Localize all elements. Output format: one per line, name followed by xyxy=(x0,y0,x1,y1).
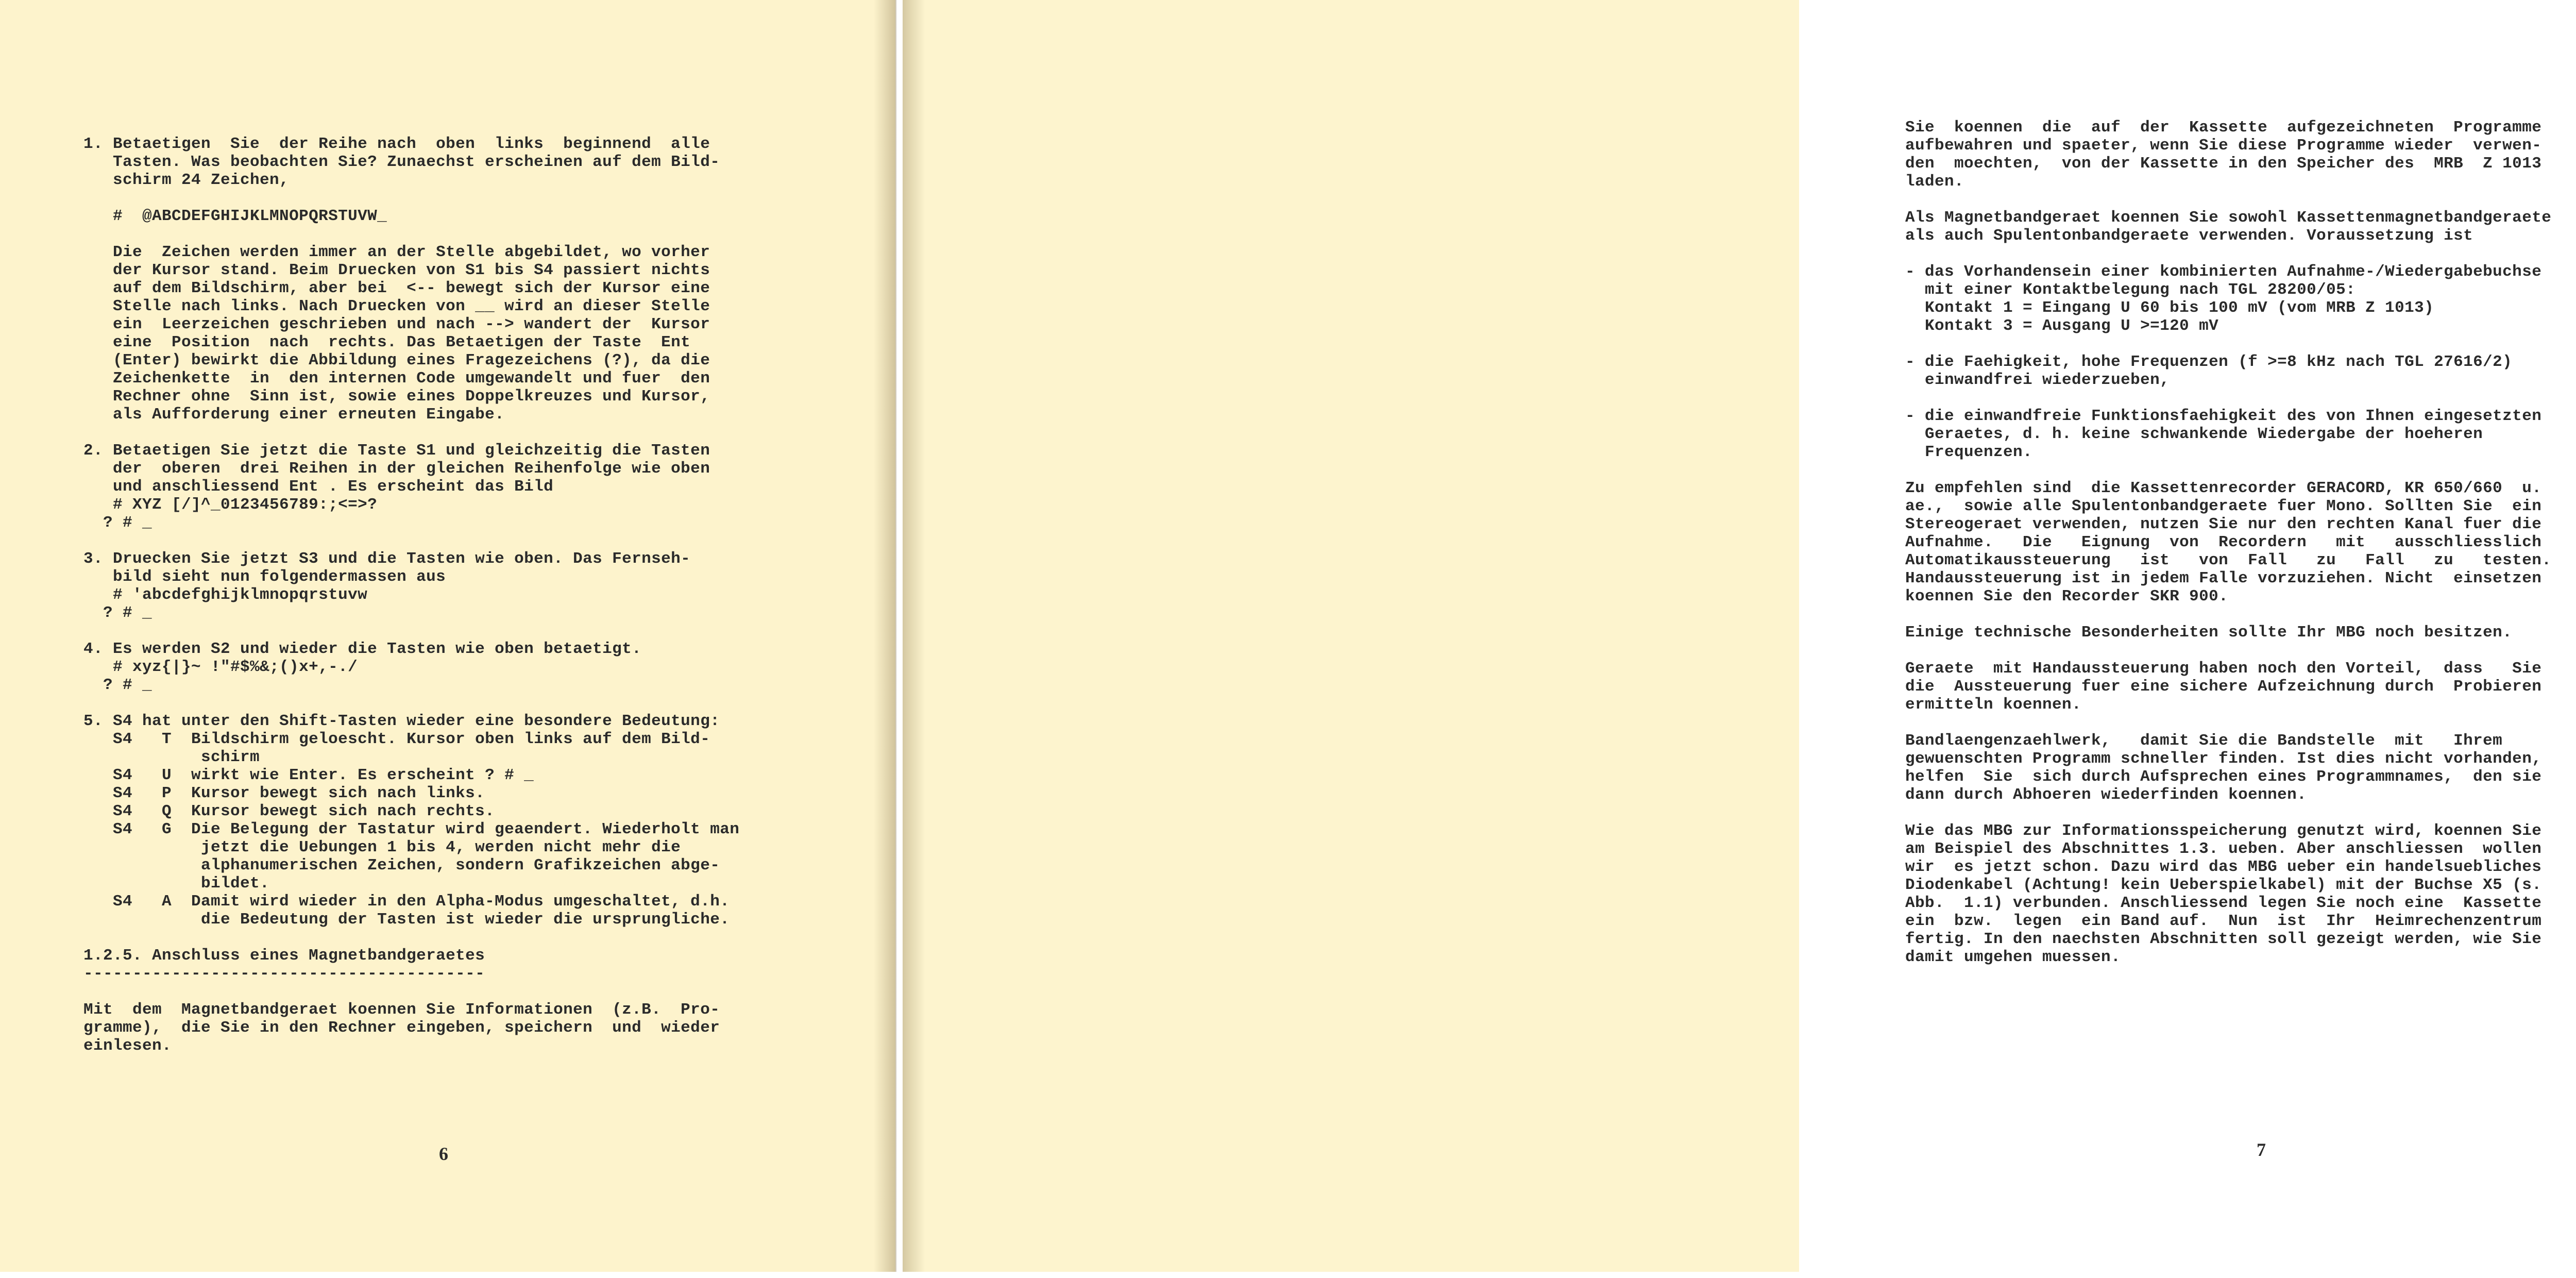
text-line: dann durch Abhoeren wiederfinden koennen. xyxy=(1905,786,2307,804)
text-line: die Bedeutung der Tasten ist wieder die ursprungliche. xyxy=(83,911,730,929)
text-line: koennen Sie den Recorder SKR 900. xyxy=(1905,587,2229,606)
text-line: Geraetes, d. h. keine schwankende Wiedergabe der hoeheren xyxy=(1905,425,2483,443)
text-line: der oberen drei Reihen in der gleichen Reihenfolge wie oben xyxy=(83,460,710,478)
text-line: Zeichenkette in den internen Code umgewandelt und fuer den xyxy=(83,369,710,388)
text-line: alphanumerischen Zeichen, sondern Grafikzeichen abge- xyxy=(83,856,720,875)
text-line: ein bzw. legen ein Band auf. Nun ist Ihr Heimrechenzentrum xyxy=(1905,912,2542,930)
text-line: 3. Druecken Sie jetzt S3 und die Tasten wie oben. Das Fernseh- xyxy=(83,550,691,568)
text-line: aufbewahren und spaeter, wenn Sie diese Programme wieder verwen- xyxy=(1905,137,2542,155)
blank-line xyxy=(83,532,815,550)
text-line: der Kursor stand. Beim Druecken von S1 bis S4 passiert nichts xyxy=(83,261,710,279)
text-line: am Beispiel des Abschnittes 1.3. ueben. Aber anschliessen wollen xyxy=(1905,840,2542,858)
text-line: laden. xyxy=(1905,173,1964,191)
text-line: # xyz{|}~ !"#$%&;()x+,-./ xyxy=(83,658,358,676)
blank-line xyxy=(83,424,815,442)
text-line: ermitteln koennen. xyxy=(1905,696,2082,714)
blank-line xyxy=(1905,642,2576,660)
text-line: Kontakt 1 = Eingang U 60 bis 100 mV (vom MRB Z 1013) xyxy=(1905,299,2434,317)
text-line: 4. Es werden S2 und wieder die Tasten wie oben betaetigt. xyxy=(83,640,642,658)
left-page xyxy=(0,0,895,1272)
blank-line xyxy=(83,225,815,243)
text-line: als Aufforderung einer erneuten Eingabe. xyxy=(83,406,505,424)
text-line: Tasten. Was beobachten Sie? Zunaechst erscheinen auf dem Bild- xyxy=(83,153,720,171)
blank-line xyxy=(83,189,815,207)
text-line: S4 Q Kursor bewegt sich nach rechts. xyxy=(83,802,495,820)
blank-line xyxy=(1905,461,2576,479)
text-line: Frequenzen. xyxy=(1905,443,2033,461)
text-line: gewuenschten Programm schneller finden. Ist dies nicht vorhanden, xyxy=(1905,750,2542,768)
text-line: 1.2.5. Anschluss eines Magnetbandgeraetes xyxy=(83,947,485,965)
blank-line xyxy=(83,694,815,712)
text-line: - die Faehigkeit, hohe Frequenzen (f >=8 kHz nach TGL 27616/2) xyxy=(1905,353,2513,371)
gutter-shadow-right xyxy=(903,0,925,1272)
blank-line xyxy=(1905,714,2576,732)
text-line: die Aussteuerung fuer eine sichere Aufzeichnung durch Probieren xyxy=(1905,678,2542,696)
text-line: bild sieht nun folgendermassen aus xyxy=(83,568,446,586)
text-line: und anschliessend Ent . Es erscheint das Bild xyxy=(83,478,554,496)
text-line: ein Leerzeichen geschrieben und nach --> wandert der Kursor xyxy=(83,315,710,333)
text-line: auf dem Bildschirm, aber bei <-- bewegt sich der Kursor eine xyxy=(83,279,710,297)
text-line: gramme), die Sie in den Rechner eingeben, speichern und wieder xyxy=(83,1019,720,1037)
text-line: den moechten, von der Kassette in den Speicher des MRB Z 1013 xyxy=(1905,155,2542,173)
right-page xyxy=(903,0,2552,1272)
gutter-shadow-left xyxy=(874,0,896,1272)
page-number-left: 6 xyxy=(439,1144,448,1164)
text-line: Geraete mit Handaussteuerung haben noch den Vorteil, dass Sie xyxy=(1905,660,2542,678)
text-line: Als Magnetbandgeraet koennen Sie sowohl Kassettenmagnetbandgeraete xyxy=(1905,209,2552,227)
text-line: # XYZ [/]^_0123456789:;<=>? xyxy=(83,496,378,514)
text-line: S4 P Kursor bewegt sich nach links. xyxy=(83,784,485,802)
text-line: wir es jetzt schon. Dazu wird das MBG ueber ein handelsuebliches xyxy=(1905,858,2542,876)
blank-line xyxy=(83,622,815,640)
text-line: # 'abcdefghijklmnopqrstuvw xyxy=(83,586,368,604)
text-line: Mit dem Magnetbandgeraet koennen Sie Informationen (z.B. Pro- xyxy=(83,1001,720,1019)
text-line: S4 U wirkt wie Enter. Es erscheint ? # _ xyxy=(83,766,534,784)
blank-line xyxy=(1905,804,2576,822)
text-line: bildet. xyxy=(83,875,270,893)
text-line: Zu empfehlen sind die Kassettenrecorder GERACORD, KR 650/660 u. xyxy=(1905,479,2542,497)
text-line: # @ABCDEFGHIJKLMNOPQRSTUVW_ xyxy=(83,207,387,225)
text-line: Aufnahme. Die Eignung von Recordern mit ausschliesslich xyxy=(1905,533,2542,551)
text-line: ? # _ xyxy=(83,604,152,622)
text-line: Handaussteuerung ist in jedem Falle vorzuziehen. Nicht einsetzen xyxy=(1905,569,2542,587)
text-line: einwandfrei wiederzueben, xyxy=(1905,371,2170,389)
text-line: Bandlaengenzaehlwerk, damit Sie die Bandstelle mit Ihrem xyxy=(1905,732,2503,750)
text-line: helfen Sie sich durch Aufsprechen eines Programmnames, den sie xyxy=(1905,768,2542,786)
text-line: Abb. 1.1) verbunden. Anschliessend legen Sie noch eine Kassette xyxy=(1905,894,2542,912)
text-line: jetzt die Uebungen 1 bis 4, werden nicht mehr die xyxy=(83,838,681,856)
text-line: fertig. In den naechsten Abschnitten soll gezeigt werden, wie Sie xyxy=(1905,930,2542,948)
text-line: S4 G Die Belegung der Tastatur wird geaendert. Wiederholt man xyxy=(83,820,740,838)
text-line: schirm 24 Zeichen, xyxy=(83,171,290,189)
text-line: 2. Betaetigen Sie jetzt die Taste S1 und gleichzeitig die Tasten xyxy=(83,442,710,460)
text-line: schirm xyxy=(83,748,260,766)
left-page-text xyxy=(83,135,815,1055)
text-line: S4 T Bildschirm geloescht. Kursor oben links auf dem Bild- xyxy=(83,730,710,748)
text-line: Kontakt 3 = Ausgang U >=120 mV xyxy=(1905,317,2219,335)
text-line: Die Zeichen werden immer an der Stelle abgebildet, wo vorher xyxy=(83,243,710,261)
blank-line xyxy=(83,983,815,1001)
text-line: Diodenkabel (Achtung! kein Ueberspielkabel) mit der Buchse X5 (s. xyxy=(1905,876,2542,894)
text-line: (Enter) bewirkt die Abbildung eines Fragezeichens (?), da die xyxy=(83,351,710,369)
text-line: S4 A Damit wird wieder in den Alpha-Modus umgeschaltet, d.h. xyxy=(83,893,730,911)
text-line: mit einer Kontaktbelegung nach TGL 28200/05: xyxy=(1905,281,2356,299)
text-line: damit umgehen muessen. xyxy=(1905,948,2121,966)
blank-line xyxy=(1905,335,2576,353)
text-line: als auch Spulentonbandgeraete verwenden. Voraussetzung ist xyxy=(1905,227,2473,245)
text-line: - das Vorhandensein einer kombinierten Aufnahme-/Wiedergabebuchse xyxy=(1905,263,2542,281)
right-page-text xyxy=(1905,119,2576,966)
text-line: 5. S4 hat unter den Shift-Tasten wieder eine besondere Bedeutung: xyxy=(83,712,720,730)
text-line: ? # _ xyxy=(83,676,152,694)
blank-line xyxy=(1905,389,2576,407)
blank-line xyxy=(83,929,815,947)
text-line: Rechner ohne Sinn ist, sowie eines Doppelkreuzes und Kursor, xyxy=(83,388,710,406)
blank-line xyxy=(1905,606,2576,624)
text-line: einlesen. xyxy=(83,1037,172,1055)
text-line: ae., sowie alle Spulentonbandgeraete fuer Mono. Sollten Sie ein xyxy=(1905,497,2542,515)
page-number-right: 7 xyxy=(2257,1139,2266,1160)
text-line: ? # _ xyxy=(83,514,152,532)
text-line: Einige technische Besonderheiten sollte Ihr MBG noch besitzen. xyxy=(1905,624,2513,642)
text-line: ----------------------------------------- xyxy=(83,965,485,983)
blank-line xyxy=(1905,191,2576,209)
text-line: Stereogeraet verwenden, nutzen Sie nur den rechten Kanal fuer die xyxy=(1905,515,2542,533)
text-line: 1. Betaetigen Sie der Reihe nach oben links beginnend alle xyxy=(83,135,710,153)
text-line: Wie das MBG zur Informationsspeicherung genutzt wird, koennen Sie xyxy=(1905,822,2542,840)
text-line: Stelle nach links. Nach Druecken von __ wird an dieser Stelle xyxy=(83,297,710,315)
text-line: eine Position nach rechts. Das Betaetigen der Taste Ent xyxy=(83,333,691,351)
text-line: Automatikaussteuerung ist von Fall zu Fall zu testen. xyxy=(1905,551,2552,569)
text-line: Sie koennen die auf der Kassette aufgezeichneten Programme xyxy=(1905,119,2542,137)
blank-line xyxy=(1905,245,2576,263)
text-line: - die einwandfreie Funktionsfaehigkeit des von Ihnen eingesetzten xyxy=(1905,407,2542,425)
